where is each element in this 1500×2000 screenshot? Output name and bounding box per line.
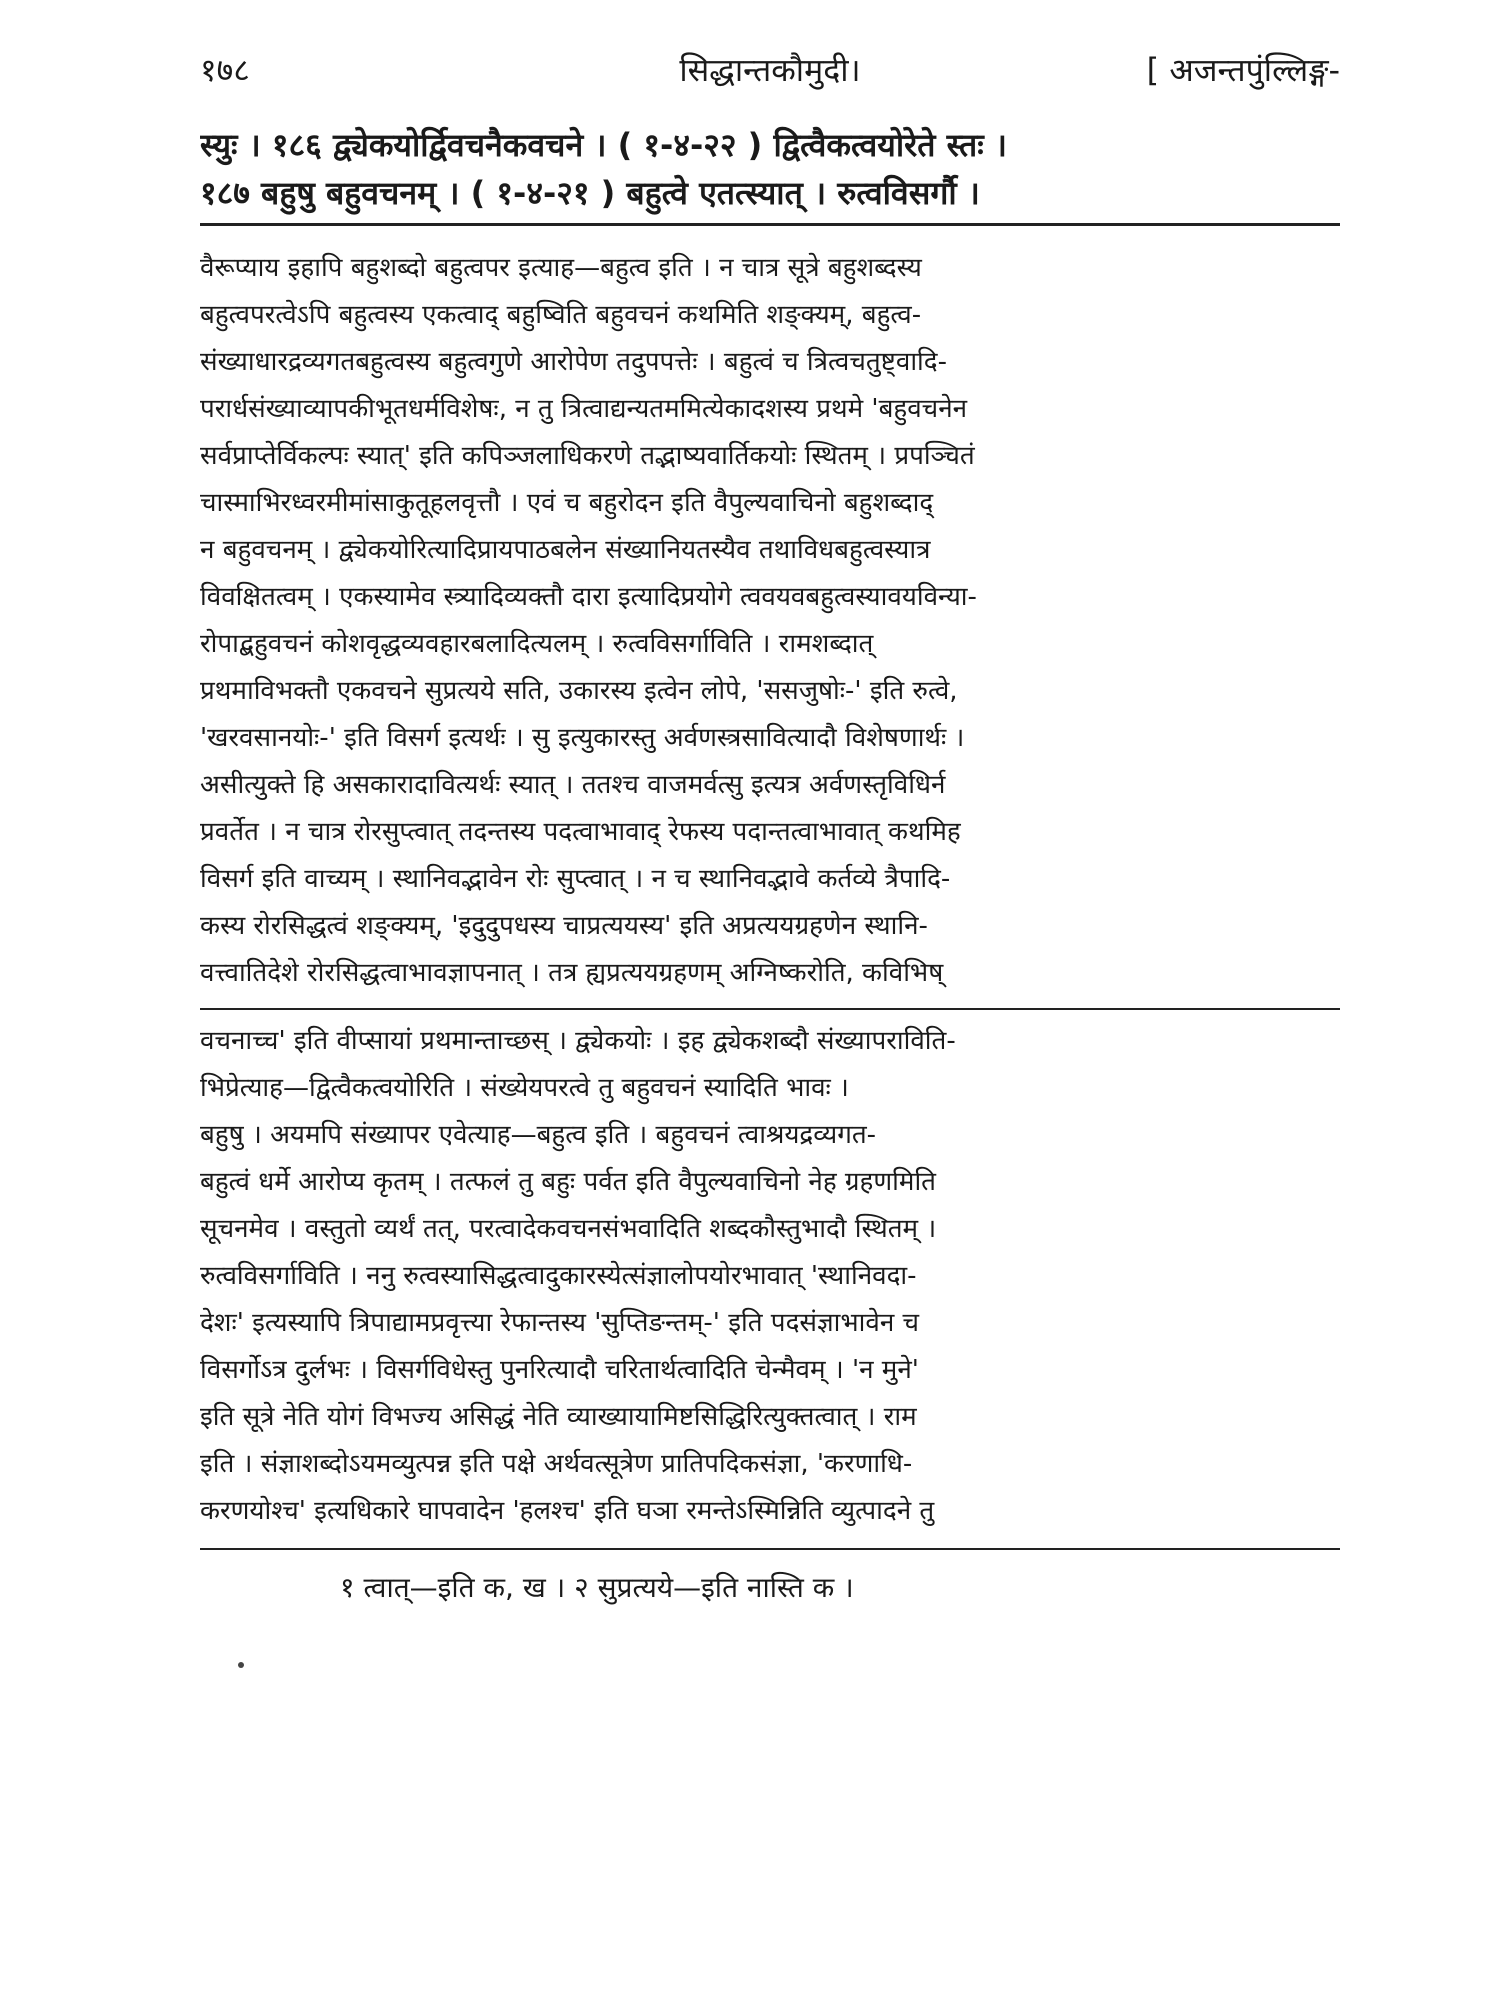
commentary-line: विसर्गोऽत्र दुर्लभः । विसर्गविधेस्तु पुनरित्यादौ चरितार्थत्वादिति चेन्मैवम् । 'न मुने' (200, 1355, 919, 1385)
commentary-line: न बहुवचनम् । द्व्येकयोरित्यादिप्रायपाठबलेन संख्यानियतस्यैव तथाविधबहुत्वस्यात्र (200, 535, 931, 565)
commentary-line: असीत्युक्ते हि असकारादावित्यर्थः स्यात् । ततश्च वाजमर्वत्सु इत्यत्र अर्वणस्तृविधिर्न (200, 770, 946, 800)
commentary-line: कस्य रोरसिद्धत्वं शङ्क्यम्, 'इदुदुपधस्य चाप्रत्ययस्य' इति अप्रत्ययग्रहणेन स्थानि- (200, 911, 928, 941)
print-speck (238, 1662, 244, 1668)
commentary-line: करणयोश्च' इत्यधिकारे घापवादेन 'हलश्च' इति घञा रमन्तेऽस्मिन्निति व्युत्पादने तु (200, 1496, 935, 1526)
section-heading: [ अजन्तपुंल्लिङ्ग- (1146, 51, 1340, 89)
commentary-line: संख्याधारद्रव्यगतबहुत्वस्य बहुत्वगुणे आरोपेण तदुपपत्तेः । बहुत्वं च त्रित्वचतुष्ट्वादि- (200, 347, 947, 377)
commentary-line: विसर्ग इति वाच्यम् । स्थानिवद्भावेन रोः सुप्त्वात् । न च स्थानिवद्भावे कर्तव्ये त्रैपादि- (200, 864, 951, 894)
page-header (200, 48, 1340, 108)
page-title: सिद्धान्तकौमुदी। (679, 51, 861, 89)
commentary-line: देशः' इत्यस्यापि त्रिपाद्यामप्रवृत्त्या रेफान्तस्य 'सुप्तिङन्तम्-' इति पदसंज्ञाभावेन च (200, 1308, 920, 1338)
sutra-line: १८७ बहुषु बहुवचनम् । ( १-४-२१ ) बहुत्वे एतत्स्यात् । रुत्वविसर्गौ । (200, 174, 980, 212)
commentary-line: इति सूत्रे नेति योगं विभज्य असिद्धं नेति व्याख्यायामिष्टसिद्धिरित्युक्तत्वात् । राम (200, 1402, 917, 1432)
commentary-line: प्रथमाविभक्तौ एकवचने सुप्रत्यये सति, उकारस्य इत्वेन लोपे, 'ससजुषोः-' इति रुत्वे, (200, 676, 958, 706)
commentary-line: बहुत्वपरत्वेऽपि बहुत्वस्य एकत्वाद् बहुष्विति बहुवचनं कथमिति शङ्क्यम्, बहुत्व- (200, 300, 922, 330)
commentary-line: परार्धसंख्याव्यापकीभूतधर्मविशेषः, न तु त्रित्वाद्यन्यतममित्येकादशस्य प्रथमे 'बहुवचनेन (200, 394, 968, 424)
commentary-line: चास्माभिरध्वरमीमांसाकुतूहलवृत्तौ । एवं च बहुरोदन इति वैपुल्यवाचिनो बहुशब्दाद् (200, 488, 934, 518)
divider-rule (200, 1008, 1340, 1010)
commentary-line: वत्त्वातिदेशे रोरसिद्धत्वाभावज्ञापनात् । तत्र ह्यप्रत्ययग्रहणम् अग्निष्करोति, कविभिष् (200, 958, 944, 988)
commentary-line: वैरूप्याय इहापि बहुशब्दो बहुत्वपर इत्याह—बहुत्व इति । न चात्र सूत्रे बहुशब्दस्य (200, 253, 922, 283)
footnote: १ त्वात्—इति क, ख । २ सुप्रत्यये—इति नास्ति क । (340, 1571, 854, 1604)
commentary-line: वचनाच्च' इति वीप्सायां प्रथमान्ताच्छस् । द्व्येकयोः । इह द्व्येकशब्दौ संख्यापराविति- (200, 1026, 956, 1056)
commentary-line: भिप्रेत्याह—द्वित्वैकत्वयोरिति । संख्येयपरत्वे तु बहुवचनं स्यादिति भावः । (200, 1073, 849, 1103)
commentary-line: बहुत्वं धर्मे आरोप्य कृतम् । तत्फलं तु बहुः पर्वत इति वैपुल्यवाचिनो नेह ग्रहणमिति (200, 1167, 936, 1197)
sutra-line: स्युः । १८६ द्व्येकयोर्द्विवचनैकवचने । ( १-४-२२ ) द्वित्वैकत्वयोरेते स्तः । (200, 126, 1007, 164)
commentary-line: इति । संज्ञाशब्दोऽयमव्युत्पन्न इति पक्षे अर्थवत्सूत्रेण प्रातिपदिकसंज्ञा, 'करणाधि- (200, 1449, 913, 1479)
commentary-line: विवक्षितत्वम् । एकस्यामेव स्त्र्यादिव्यक्तौ दारा इत्यादिप्रयोगे त्ववयवबहुत्वस्यावयविन्या- (200, 582, 977, 612)
divider-rule (200, 223, 1340, 226)
commentary-line: बहुषु । अयमपि संख्यापर एवेत्याह—बहुत्व इति । बहुवचनं त्वाश्रयद्रव्यगत- (200, 1120, 877, 1150)
commentary-line: सर्वप्राप्तेर्विकल्पः स्यात्' इति कपिञ्जलाधिकरणे तद्भाष्यवार्तिकयोः स्थितम् । प्रपञ्चितं (200, 441, 975, 471)
divider-rule (200, 1548, 1340, 1550)
commentary-line: 'खरवसानयोः-' इति विसर्ग इत्यर्थः । सु इत्युकारस्तु अर्वणस्त्रसावित्यादौ विशेषणार्थः । (200, 723, 965, 753)
commentary-line: रुत्वविसर्गाविति । ननु रुत्वस्यासिद्धत्वादुकारस्येत्संज्ञालोपयोरभावात् 'स्थानिवदा- (200, 1261, 917, 1291)
commentary-line: रोपाद्बहुवचनं कोशवृद्धव्यवहारबलादित्यलम् । रुत्वविसर्गाविति । रामशब्दात् (200, 629, 874, 659)
page-number: १७८ (200, 51, 250, 89)
commentary-line: सूचनमेव । वस्तुतो व्यर्थं तत्, परत्वादेकवचनसंभवादिति शब्दकौस्तुभादौ स्थितम् । (200, 1214, 937, 1244)
commentary-line: प्रवर्तेत । न चात्र रोरसुप्त्वात् तदन्तस्य पदत्वाभावाद् रेफस्य पदान्तत्वाभावात् कथमिह (200, 817, 961, 847)
